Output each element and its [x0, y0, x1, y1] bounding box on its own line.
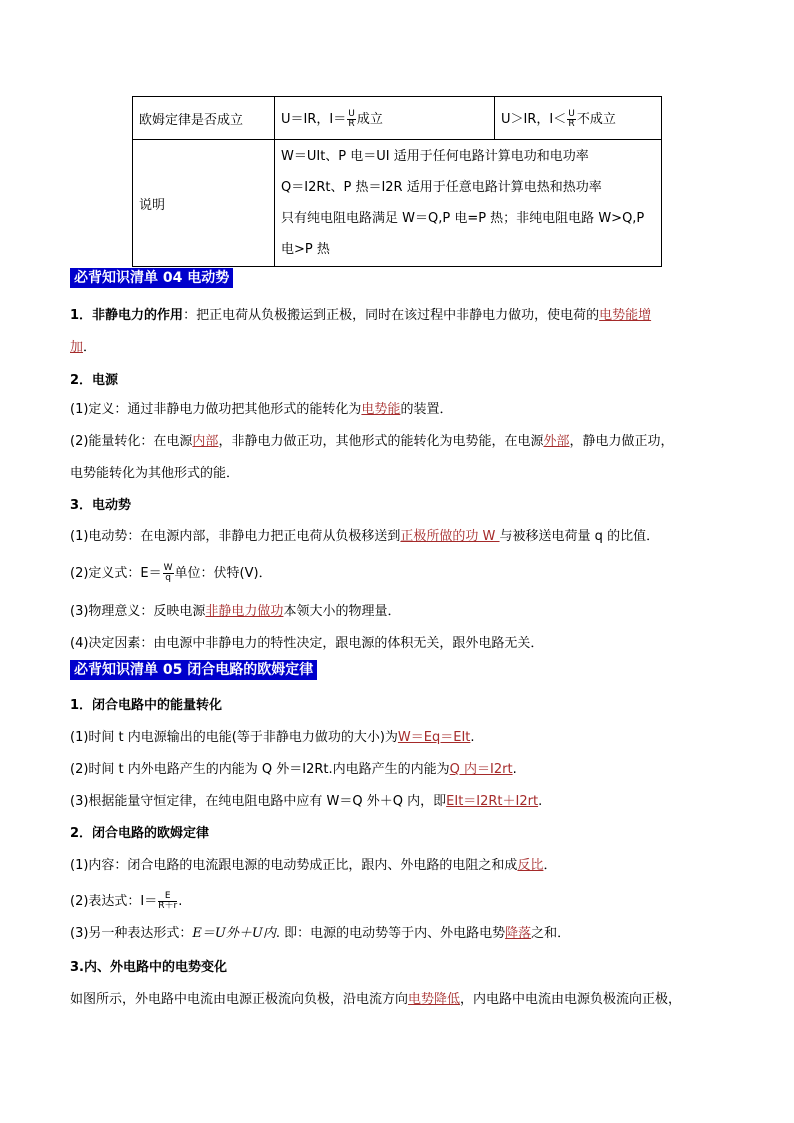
formula-text: 不成立 — [576, 111, 616, 127]
body-text: (2)时间 t 内外电路产生的内能为 Q 外＝I2Rt.内电路产生的内能为 — [70, 762, 450, 777]
subsection-title: 1．闭合电路中的能量转化 — [70, 698, 223, 713]
paragraph-line — [70, 892, 182, 912]
body-text: ：把正电荷从负极搬运到正极，同时在该过程中非静电力做功，使电荷的 — [183, 308, 600, 323]
comparison-table — [132, 96, 662, 267]
answer-text: 电势能 — [361, 402, 401, 417]
section-heading-05: 必背知识清单 05 闭合电路的欧姆定律 — [70, 660, 317, 680]
formula-text: U＝IR，I＝ — [281, 111, 347, 127]
description-line: 只有纯电阻电路满足 W＝Q,P 电=P 热；非纯电阻电路 W>Q,P — [281, 211, 645, 226]
answer-text: 电势降低 — [408, 992, 461, 1007]
answer-text: EIt＝I2Rt＋I2rt — [446, 794, 539, 809]
fraction-denominator: R＋r — [158, 901, 178, 911]
body-text: ，静电力做正功， — [569, 434, 674, 449]
body-text: ． — [543, 858, 557, 873]
description-line: 电>P 热 — [281, 242, 330, 257]
formula-text: E＝U外＋U内 — [192, 926, 276, 941]
body-text: (3)物理意义：反映电源 — [70, 604, 206, 619]
paragraph-line — [70, 564, 272, 584]
body-text: (3)根据能量守恒定律，在纯电阻电路中应有 W＝Q 外＋Q 内，即 — [70, 794, 447, 809]
fraction — [567, 110, 576, 129]
body-text: . 即：电源的电动势等于内、外电路电势 — [275, 926, 506, 941]
body-text: ，内电路中电流由电源负极流向正极， — [460, 992, 682, 1007]
body-text: (2)能量转化：在电源 — [70, 434, 193, 449]
fraction-numerator: U — [348, 108, 355, 119]
item-title: 非静电力的作用 — [92, 308, 184, 323]
answer-text: W＝Eq＝EIt — [397, 730, 471, 745]
fraction-denominator: q — [165, 573, 171, 583]
paragraph-line — [70, 760, 517, 780]
item-number: 1． — [70, 308, 93, 323]
fraction-numerator: U — [568, 108, 575, 119]
formula-text: U＞IR，I＜ — [501, 111, 567, 127]
table-cell-nonpure — [495, 97, 662, 140]
body-text: 之和． — [531, 926, 571, 941]
body-text: 的装置． — [400, 402, 453, 417]
paragraph-line — [70, 602, 400, 622]
paragraph-line — [70, 338, 96, 358]
body-text: . — [538, 794, 543, 809]
body-text: (2)定义式：E＝ — [70, 566, 162, 581]
table-cell-description — [275, 140, 662, 267]
body-text: . — [178, 894, 183, 909]
answer-text: 非静电力做功 — [205, 604, 284, 619]
fraction — [347, 110, 356, 129]
body-text: (1)内容：闭合电路的电流跟电源的电动势成正比，跟内、外电路的电阻之和成 — [70, 858, 518, 873]
paragraph-line — [70, 432, 673, 452]
answer-text: 正极所做的功 W — [400, 529, 500, 544]
body-text: ． — [83, 340, 97, 355]
paragraph-line: (4)决定因素：由电源中非静电力的特性决定，跟电源的体积无关，跟外电路无关． — [70, 636, 544, 651]
paragraph-line — [70, 400, 452, 420]
answer-text: 外部 — [543, 434, 570, 449]
fraction — [158, 892, 177, 911]
paragraph-line — [70, 306, 651, 326]
subsection-title: 2．电源 — [70, 373, 119, 388]
paragraph-line — [70, 527, 659, 547]
formula-text: 成立 — [356, 111, 383, 127]
answer-text: 内部 — [192, 434, 219, 449]
body-text: . — [470, 730, 475, 745]
table-cell-pure — [275, 97, 495, 140]
answer-text: 电势能增 — [599, 308, 652, 323]
body-text: 单位：伏特(V)． — [174, 566, 272, 581]
body-text: ，非静电力做正功，其他形式的能转化为电势能，在电源 — [218, 434, 544, 449]
fraction-denominator: R — [568, 118, 575, 129]
fraction-numerator: E — [158, 892, 177, 902]
description-line: Q＝I2Rt、P 热＝I2R 适用于任意电路计算电热和热功率 — [281, 180, 602, 195]
table-cell-label: 说明 — [133, 140, 275, 267]
fraction-numerator: W — [163, 563, 173, 573]
section-heading-04: 必背知识清单 04 电动势 — [70, 268, 233, 288]
body-text: (1)时间 t 内电源输出的电能(等于非静电力做功的大小)为 — [70, 730, 398, 745]
paragraph-line — [70, 792, 542, 812]
body-text: 如图所示，外电路中电流由电源正极流向负极，沿电流方向 — [70, 992, 409, 1007]
body-text: (3)另一种表达形式： — [70, 926, 193, 941]
subsection-title: 3．电动势 — [70, 498, 132, 513]
paragraph-line — [70, 990, 681, 1010]
description-line: W＝UIt、P 电＝UI 适用于任何电路计算电功和电功率 — [281, 149, 589, 164]
body-text: 与被移送电荷量 q 的比值． — [499, 529, 660, 544]
fraction — [163, 564, 174, 583]
answer-text: 降落 — [505, 926, 532, 941]
fraction-denominator: R — [348, 118, 355, 129]
table-row — [133, 140, 662, 267]
body-text: (2)表达式：I＝ — [70, 894, 158, 909]
answer-text: Q 内＝I2rt — [449, 762, 513, 777]
subsection-title: 3.内、外电路中的电势变化 — [70, 960, 227, 975]
body-text: 本领大小的物理量． — [283, 604, 401, 619]
paragraph-line: 电势能转化为其他形式的能． — [70, 466, 240, 481]
table-cell-label: 欧姆定律是否成立 — [133, 97, 275, 140]
table-row — [133, 97, 662, 140]
answer-text: 反比 — [517, 858, 544, 873]
body-text: (1)电动势：在电源内部，非静电力把正电荷从负极移送到 — [70, 529, 401, 544]
paragraph-line — [70, 924, 570, 944]
body-text: . — [512, 762, 517, 777]
paragraph-line — [70, 856, 556, 876]
paragraph-line — [70, 728, 475, 748]
body-text: (1)定义：通过非静电力做功把其他形式的能转化为 — [70, 402, 362, 417]
subsection-title: 2．闭合电路的欧姆定律 — [70, 826, 210, 841]
answer-text: 加 — [70, 340, 84, 355]
